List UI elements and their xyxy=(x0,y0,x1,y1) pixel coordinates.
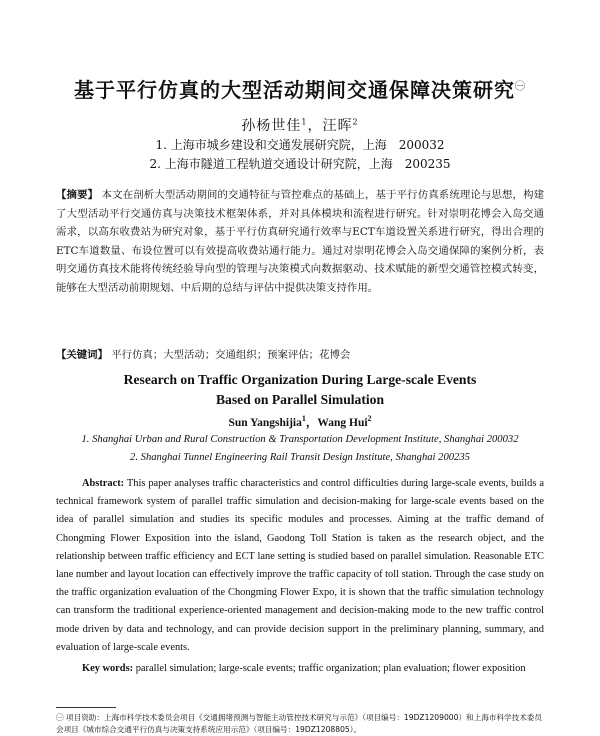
english-keywords-label: Key words: xyxy=(82,663,134,674)
author-2-cn-affil: 2 xyxy=(352,117,359,127)
author-1-cn-affil: 1 xyxy=(301,117,308,127)
chinese-keywords-text: 平行仿真；大型活动；交通组织；预案评估；花博会 xyxy=(111,349,351,361)
footnote-divider xyxy=(56,707,116,708)
chinese-abstract-label: 【摘要】 xyxy=(56,189,99,201)
english-affiliation-2: 2. Shanghai Tunnel Engineering Rail Transit Design Institute, Shanghai 200235 xyxy=(130,452,470,463)
chinese-title xyxy=(0,74,600,103)
chinese-abstract xyxy=(56,186,544,297)
english-affiliation-1: 1. Shanghai Urban and Rural Construction & Transportation Development Institute, Shanghai 200032 xyxy=(81,434,519,445)
english-abstract-text: This paper analyses traffic characteristics and control difficulties during large-scale events, builds a technical framework system of parallel traffic simulation and decision-making for large-scale events based on the idea of parallel simulation and studies its specific modules and processes. Aiming at the traffic demand of Chongming Flower Exposition into the island, Gaodong Toll Station is taken as the research object, and the relationship between traffic efficiency and ECT lane setting is studied based on parallel simulation. Reasonable ETC lane number and layout location can effectively improve the traffic capacity of toll station. Through the case study on the traffic organization evaluation of the Chongming Flower Expo, it is shown that the traffic simulation technology can transform the traditional experience-oriented management and decision-making mode to the new traffic control mode driven by data and technology, and can provide decision support in the preliminary planning, summary, and evaluation of large-scale events. xyxy=(56,478,544,653)
english-title-line-1: Research on Traffic Organization During Large-scale Events xyxy=(123,372,477,387)
author-1-en: Sun Yangshijia xyxy=(228,417,302,429)
chinese-authors xyxy=(0,115,600,135)
chinese-title-text: 基于平行仿真的大型活动期间交通保障决策研究 xyxy=(74,78,515,102)
chinese-keywords xyxy=(56,346,544,361)
author-1-cn: 孙杨世佳 xyxy=(241,118,302,134)
author-separator-en: ， xyxy=(305,417,318,429)
author-2-en-affil: 2 xyxy=(367,414,372,424)
english-abstract xyxy=(56,475,544,657)
chinese-abstract-text: 本文在剖析大型活动期间的交通特征与管控难点的基础上，基于平行仿真系统理论与思想，构建了大型活动平行交通仿真与决策技术框架体系，并对具体模块和流程进行研究。针对崇明花博会入岛交通需求，以高东收费站为研究对象，基于平行仿真研究通行效率与ECT车道设置关系进行研究，得出合理的ETC车道数量、布设位置可以有效提高收费站通行能力。通过对崇明花博会入岛交通保障的案例分析，表明交通仿真技术能将传统经验导向型的管理与决策模式向数据驱动、技术赋能的新型交通管控模式转变，能够在大型活动前期规划、中后期的总结与评估中提供决策支持作用。 xyxy=(56,189,544,294)
english-authors xyxy=(0,414,600,430)
footnote-marker: ㊀ xyxy=(515,81,526,93)
author-2-cn: 汪晖 xyxy=(322,118,353,134)
english-title-line-2: Based on Parallel Simulation xyxy=(215,392,385,407)
author-2-en: Wang Hui xyxy=(317,417,368,429)
english-abstract-label: Abstract: xyxy=(82,478,125,489)
chinese-affiliation-1: 1. 上海市城乡建设和交通发展研究院，上海 200032 xyxy=(155,138,445,152)
author-separator-cn: ， xyxy=(307,118,323,134)
chinese-affiliation-2: 2. 上海市隧道工程轨道交通设计研究院，上海 200235 xyxy=(149,157,451,171)
english-keywords xyxy=(56,660,544,678)
footnote: ㊀ 项目资助：上海市科学技术委员会项目《交通拥堵预测与智能主动管控技术研究与示范》（项目编号：19DZ1209000）和上海市科学技术委员会项目《城市综合交通平行仿真与决策支持系统应用示范》（项目编号：19DZ1208805）。 xyxy=(56,713,542,734)
chinese-keywords-label: 【关键词】 xyxy=(56,349,108,361)
author-1-en-affil: 1 xyxy=(301,414,306,424)
english-keywords-text: parallel simulation; large-scale events; traffic organization; plan evaluation; flower exposition xyxy=(135,663,526,674)
